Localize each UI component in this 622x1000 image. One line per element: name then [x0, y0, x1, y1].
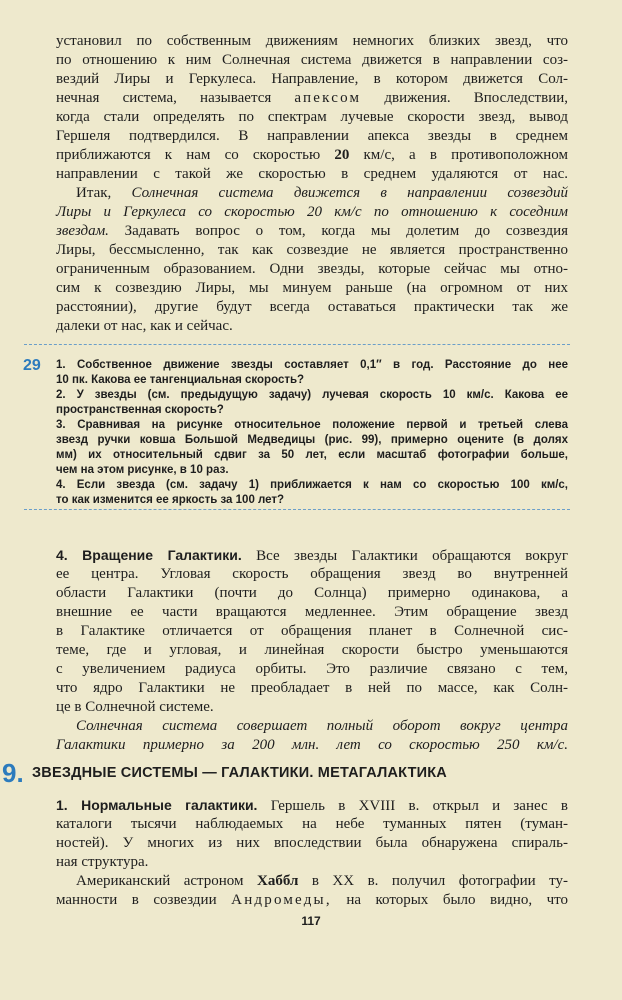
rotation-line-3: области Галактики (почти до Солнца) примерно одинакова, а	[56, 585, 568, 601]
normal-line-6a: манности в созвездии	[56, 892, 217, 908]
exercise-number: 29	[23, 357, 41, 374]
rotation-line-1-text: Все звезды Галактики обращаются вокруг	[256, 548, 568, 564]
normal-line-5b: в XX в. получил фотографии ту-	[311, 873, 569, 889]
para2-line-6: сим к созвездию Лиры, мы минуем раньше (на огромном от них	[56, 280, 568, 296]
para1-line-6: Гершеля подтвердился. В направлении апекса звезды в среднем	[56, 128, 568, 144]
rotation-line-4: внешние ее части вращаются медленнее. Этим обращение звезд	[56, 604, 568, 620]
para2-itak: Итак,	[76, 185, 112, 201]
andromeda-term: Андромеды,	[231, 892, 332, 908]
rotation-italic-2: Галактики примерно за 200 млн. лет со скоростью 250 км/с.	[56, 737, 568, 753]
para1-line-8: направлении с такой же скоростью в среднем удаляются от нас.	[56, 166, 568, 182]
section-title: ЗВЕЗДНЫЕ СИСТЕМЫ — ГАЛАКТИКИ. МЕТАГАЛАКТИКА	[32, 765, 447, 781]
para2-line-8: далеки от нас, как и сейчас.	[56, 318, 233, 334]
para1-line-3: вездий Лиры и Геркулеса. Направление, в котором движется Сол-	[56, 71, 568, 87]
para2-line-2: Лиры и Геркулеса со скоростью 20 км/с по отношению к соседним	[56, 204, 568, 220]
exercise-line-9: 4. Если звезда (см. задачу 1) приближается к нам со скоростью 100 км/с,	[56, 479, 568, 491]
hubble-name: Хаббл	[257, 873, 299, 889]
para2-line-3	[56, 222, 568, 240]
normal-line-5	[76, 872, 568, 890]
exercise-line-3: 2. У звезды (см. предыдущую задачу) лучевая скорость 10 км/с. Какова ее	[56, 389, 568, 401]
rotation-line-1	[56, 546, 568, 565]
para2-italic-3: звездам.	[56, 223, 109, 239]
para2-italic-1: Солнечная система движется в направлении созвездий	[131, 185, 569, 201]
exercise-line-6: звезд ручки ковша Большой Медведицы (рис. 99), примерно оцените (в долях	[56, 434, 568, 446]
normal-line-4: ная структура.	[56, 854, 149, 870]
exercise-line-5: 3. Сравнивая на рисунке относительное положение первой и третьей слева	[56, 419, 568, 431]
speed-value: 20	[334, 147, 350, 163]
exercise-top-rule	[24, 344, 570, 345]
exercise-line-8: чем на этом рисунке, в 10 раз.	[56, 464, 229, 476]
normal-line-3: ностей). У многих из них впоследствии была обнаружена спираль-	[56, 835, 568, 851]
rotation-line-8: что ядро Галактики не преобладает в ней по массе, как Солн-	[56, 680, 568, 696]
para2-line-3b: Задавать вопрос о том, когда мы долетим до созвездия	[124, 223, 569, 239]
exercise-line-2: 10 пк. Какова ее тангенциальная скорость?	[56, 374, 305, 386]
para2-line-7: расстоянии), другие будут всегда оставаться практически так же	[56, 299, 568, 315]
para1-line-5: когда стали определять по спектрам лучевые скорости звезд, вывод	[56, 109, 568, 125]
para2-line-4: Лиры, бессмысленно, так как созвездие не является пространственно	[56, 242, 568, 258]
para1-line-1: установил по собственным движениям немногих близких звезд, что	[56, 33, 568, 49]
normal-line-5a: Американский астроном	[76, 873, 244, 889]
para1-line-2: по отношению к ним Солнечная система движется в направлении соз-	[56, 52, 568, 68]
exercise-line-7: мм) их относительный сдвиг за 50 лет, если масштаб фотографии больше,	[56, 449, 568, 461]
para1-line-7	[56, 146, 568, 164]
para1-line-4	[56, 89, 568, 107]
para1-line-7a: приближаются к нам со скоростью	[56, 147, 321, 163]
rotation-heading: 4. Вращение Галактики.	[56, 547, 242, 563]
normal-line-2: каталоги тысячи наблюдаемых на небе туманных пятен (туман-	[56, 816, 568, 832]
exercise-line-4: пространственная скорость?	[56, 404, 224, 416]
normal-line-6b: на которых было видно, что	[346, 892, 568, 908]
para1-line-4b: движения. Впоследствии,	[384, 90, 569, 106]
page-number: 117	[301, 914, 321, 928]
normal-line-1	[56, 796, 568, 815]
rotation-italic-1: Солнечная система совершает полный оборот вокруг центра	[76, 718, 568, 734]
apex-term: апексом	[294, 90, 362, 106]
rotation-line-5: в Галактике отличается от обращения планет в Солнечной сис-	[56, 623, 568, 639]
para2-line-1	[76, 184, 568, 202]
para2-line-5: ограниченным образованием. Одни звезды, которые сейчас мы отно-	[56, 261, 568, 277]
exercise-bottom-rule	[24, 509, 570, 510]
normal-heading: 1. Нормальные галактики.	[56, 797, 258, 813]
exercise-line-1: 1. Собственное движение звезды составляет 0,1″ в год. Расстояние до нее	[56, 359, 568, 371]
normal-line-6	[56, 891, 568, 909]
rotation-line-6: теме, где и угловая, и линейная скорости быстро уменьшаются	[56, 642, 568, 658]
rotation-line-7: с увеличением радиуса орбиты. Это различие связано с тем,	[56, 661, 568, 677]
section-number: 9.	[2, 758, 24, 788]
para1-line-4a: нечная система, называется	[56, 90, 272, 106]
para1-line-7b: км/с, а в противоположном	[363, 147, 569, 163]
normal-line-1-text: Гершель в XVIII в. открыл и занес в	[270, 798, 569, 814]
rotation-line-9: це в Солнечной системе.	[56, 699, 214, 715]
exercise-line-10: то как изменится ее яркость за 100 лет?	[56, 494, 285, 506]
rotation-line-2: ее центра. Угловая скорость обращения звезд во внутренней	[56, 566, 568, 582]
